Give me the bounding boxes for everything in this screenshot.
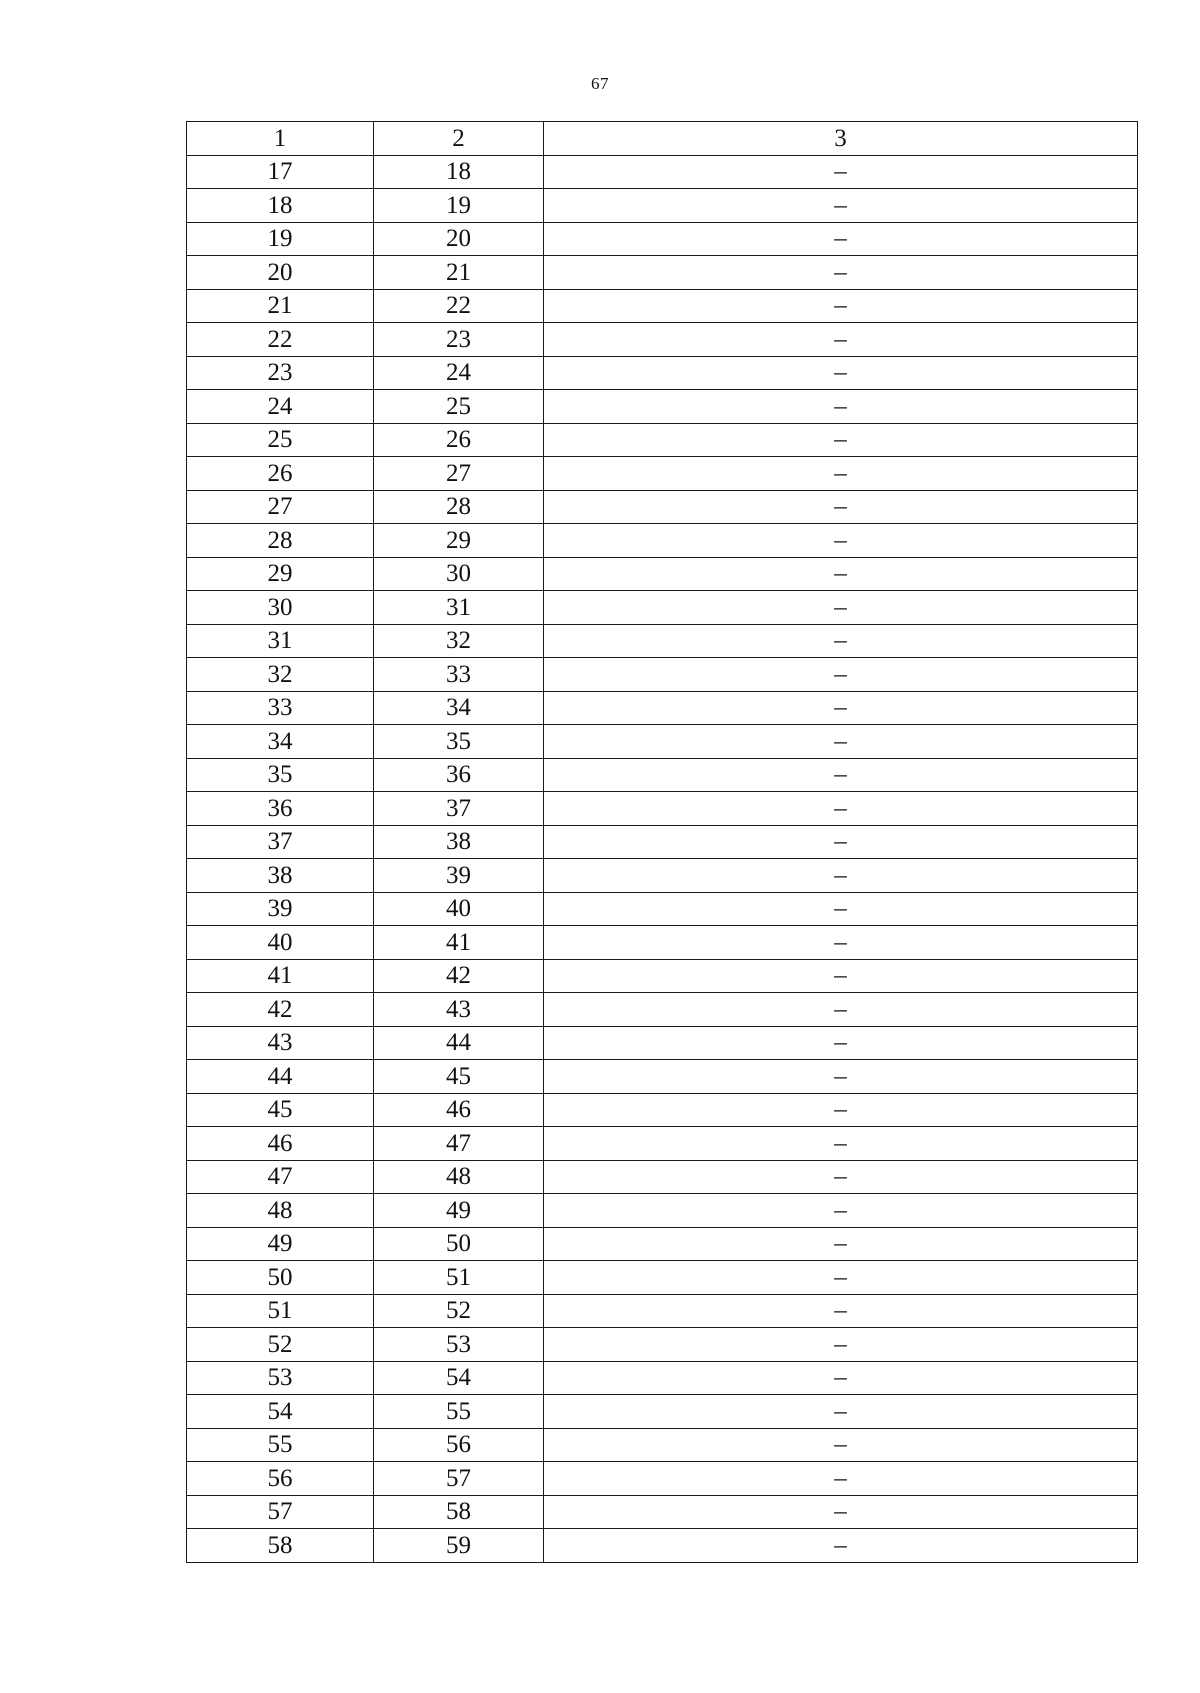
table-cell: 54 (187, 1395, 374, 1429)
table-cell: – (544, 1462, 1138, 1496)
table-row (187, 1261, 1138, 1295)
table-cell: 49 (374, 1194, 544, 1228)
table-cell: 18 (187, 189, 374, 223)
table-cell: 39 (187, 892, 374, 926)
table-cell: – (544, 356, 1138, 390)
table-cell: 48 (187, 1194, 374, 1228)
table-row (187, 289, 1138, 323)
table-cell: 28 (187, 524, 374, 558)
table-cell: 34 (374, 691, 544, 725)
table-row (187, 1060, 1138, 1094)
table-cell: 24 (187, 390, 374, 424)
table-cell: 42 (374, 959, 544, 993)
table-cell: 49 (187, 1227, 374, 1261)
table-cell: 48 (374, 1160, 544, 1194)
column-header: 2 (374, 122, 544, 156)
table-cell: 50 (374, 1227, 544, 1261)
table-row (187, 1127, 1138, 1161)
table-cell: – (544, 1361, 1138, 1395)
table-cell: – (544, 155, 1138, 189)
table-cell: 44 (187, 1060, 374, 1094)
table-cell: 42 (187, 993, 374, 1027)
table-cell: – (544, 658, 1138, 692)
table-cell: 27 (187, 490, 374, 524)
table-cell: 31 (187, 624, 374, 658)
table-cell: 22 (187, 323, 374, 357)
table-cell: 30 (187, 591, 374, 625)
table-cell: – (544, 1328, 1138, 1362)
table-cell: – (544, 892, 1138, 926)
table-cell: 19 (187, 222, 374, 256)
table-cell: 21 (374, 256, 544, 290)
table-cell: 32 (187, 658, 374, 692)
table-row (187, 658, 1138, 692)
table-cell: 35 (187, 758, 374, 792)
table-row (187, 1227, 1138, 1261)
table-cell: 52 (374, 1294, 544, 1328)
table-cell: 57 (187, 1495, 374, 1529)
table-cell: – (544, 189, 1138, 223)
table-cell: 45 (187, 1093, 374, 1127)
table-cell: 46 (187, 1127, 374, 1161)
table-cell: 23 (187, 356, 374, 390)
table-cell: 38 (187, 859, 374, 893)
table-cell: – (544, 1529, 1138, 1563)
table-cell: 17 (187, 155, 374, 189)
table-row (187, 591, 1138, 625)
table-row (187, 1529, 1138, 1563)
table-cell: – (544, 1127, 1138, 1161)
column-header: 1 (187, 122, 374, 156)
table-cell: 55 (374, 1395, 544, 1429)
table-cell: 24 (374, 356, 544, 390)
data-table (186, 121, 1138, 1563)
table-cell: 40 (374, 892, 544, 926)
table-cell: 33 (374, 658, 544, 692)
table-cell: – (544, 1060, 1138, 1094)
table-cell: – (544, 825, 1138, 859)
table-cell: 34 (187, 725, 374, 759)
table-cell: 59 (374, 1529, 544, 1563)
table-cell: 56 (187, 1462, 374, 1496)
table-cell: – (544, 222, 1138, 256)
table-cell: 29 (187, 557, 374, 591)
table-cell: 21 (187, 289, 374, 323)
table-cell: – (544, 1160, 1138, 1194)
table-row (187, 1361, 1138, 1395)
table-cell: 46 (374, 1093, 544, 1127)
table-row (187, 1428, 1138, 1462)
table-row (187, 323, 1138, 357)
table-cell: 26 (374, 423, 544, 457)
table-cell: 41 (187, 959, 374, 993)
table-row (187, 1395, 1138, 1429)
table-cell: – (544, 993, 1138, 1027)
table-cell: 19 (374, 189, 544, 223)
table-cell: 58 (374, 1495, 544, 1529)
table-cell: 38 (374, 825, 544, 859)
table-cell: 43 (187, 1026, 374, 1060)
table-cell: 18 (374, 155, 544, 189)
table-cell: 52 (187, 1328, 374, 1362)
table-cell: – (544, 1093, 1138, 1127)
table-cell: – (544, 691, 1138, 725)
table-cell: – (544, 490, 1138, 524)
table-cell: – (544, 1261, 1138, 1295)
table-cell: – (544, 758, 1138, 792)
table-cell: 54 (374, 1361, 544, 1395)
table-cell: – (544, 1294, 1138, 1328)
table-body (187, 122, 1138, 1563)
table-cell: 32 (374, 624, 544, 658)
table-cell: – (544, 624, 1138, 658)
table-cell: – (544, 725, 1138, 759)
table-row (187, 792, 1138, 826)
table-row (187, 1495, 1138, 1529)
table-cell: – (544, 1227, 1138, 1261)
table-cell: – (544, 1194, 1138, 1228)
table-row (187, 993, 1138, 1027)
table-cell: 58 (187, 1529, 374, 1563)
table-cell: 45 (374, 1060, 544, 1094)
table-row (187, 1093, 1138, 1127)
column-header: 3 (544, 122, 1138, 156)
table-cell: 53 (374, 1328, 544, 1362)
table-cell: 37 (187, 825, 374, 859)
table-cell: 27 (374, 457, 544, 491)
table-cell: – (544, 1495, 1138, 1529)
table-row (187, 624, 1138, 658)
table-cell: – (544, 792, 1138, 826)
table-cell: 47 (187, 1160, 374, 1194)
table-row (187, 1194, 1138, 1228)
table-cell: 41 (374, 926, 544, 960)
table-cell: – (544, 423, 1138, 457)
table-cell: – (544, 289, 1138, 323)
table-row (187, 390, 1138, 424)
table-cell: 23 (374, 323, 544, 357)
table-row (187, 926, 1138, 960)
table-row (187, 524, 1138, 558)
table-cell: 53 (187, 1361, 374, 1395)
table-cell: 33 (187, 691, 374, 725)
table-cell: – (544, 1428, 1138, 1462)
table-row (187, 691, 1138, 725)
table-cell: 26 (187, 457, 374, 491)
table-row (187, 457, 1138, 491)
table-cell: 37 (374, 792, 544, 826)
table-row (187, 725, 1138, 759)
table-cell: 40 (187, 926, 374, 960)
table-row (187, 859, 1138, 893)
table-row (187, 1026, 1138, 1060)
table-row (187, 892, 1138, 926)
table-cell: 36 (374, 758, 544, 792)
table-row (187, 1160, 1138, 1194)
table-row (187, 959, 1138, 993)
table-header-row (187, 122, 1138, 156)
table-cell: 57 (374, 1462, 544, 1496)
table-cell: – (544, 959, 1138, 993)
table-row (187, 1462, 1138, 1496)
table-cell: 55 (187, 1428, 374, 1462)
table-cell: 20 (374, 222, 544, 256)
table-cell: 44 (374, 1026, 544, 1060)
table-cell: 50 (187, 1261, 374, 1295)
table-cell: 36 (187, 792, 374, 826)
table-cell: 51 (187, 1294, 374, 1328)
table-row (187, 490, 1138, 524)
table-cell: 25 (187, 423, 374, 457)
table-cell: 30 (374, 557, 544, 591)
table-cell: 51 (374, 1261, 544, 1295)
table-cell: 31 (374, 591, 544, 625)
table-cell: 56 (374, 1428, 544, 1462)
table-cell: – (544, 557, 1138, 591)
page-number: 67 (591, 74, 609, 93)
table-cell: – (544, 926, 1138, 960)
table-row (187, 155, 1138, 189)
table-cell: 29 (374, 524, 544, 558)
table-cell: 35 (374, 725, 544, 759)
table-cell: – (544, 457, 1138, 491)
table-cell: – (544, 323, 1138, 357)
table-cell: – (544, 1395, 1138, 1429)
table-cell: – (544, 256, 1138, 290)
table-row (187, 423, 1138, 457)
table-cell: 47 (374, 1127, 544, 1161)
table-cell: – (544, 390, 1138, 424)
table-row (187, 758, 1138, 792)
table-row (187, 557, 1138, 591)
table-row (187, 256, 1138, 290)
table-row (187, 1294, 1138, 1328)
table-cell: 22 (374, 289, 544, 323)
table-cell: 20 (187, 256, 374, 290)
table-row (187, 825, 1138, 859)
table-cell: 43 (374, 993, 544, 1027)
table-cell: 28 (374, 490, 544, 524)
table-row (187, 222, 1138, 256)
table-row (187, 356, 1138, 390)
table-row (187, 189, 1138, 223)
table-row (187, 1328, 1138, 1362)
table-cell: – (544, 591, 1138, 625)
table-cell: – (544, 524, 1138, 558)
table-cell: 25 (374, 390, 544, 424)
table-cell: – (544, 859, 1138, 893)
table-cell: 39 (374, 859, 544, 893)
table-cell: – (544, 1026, 1138, 1060)
